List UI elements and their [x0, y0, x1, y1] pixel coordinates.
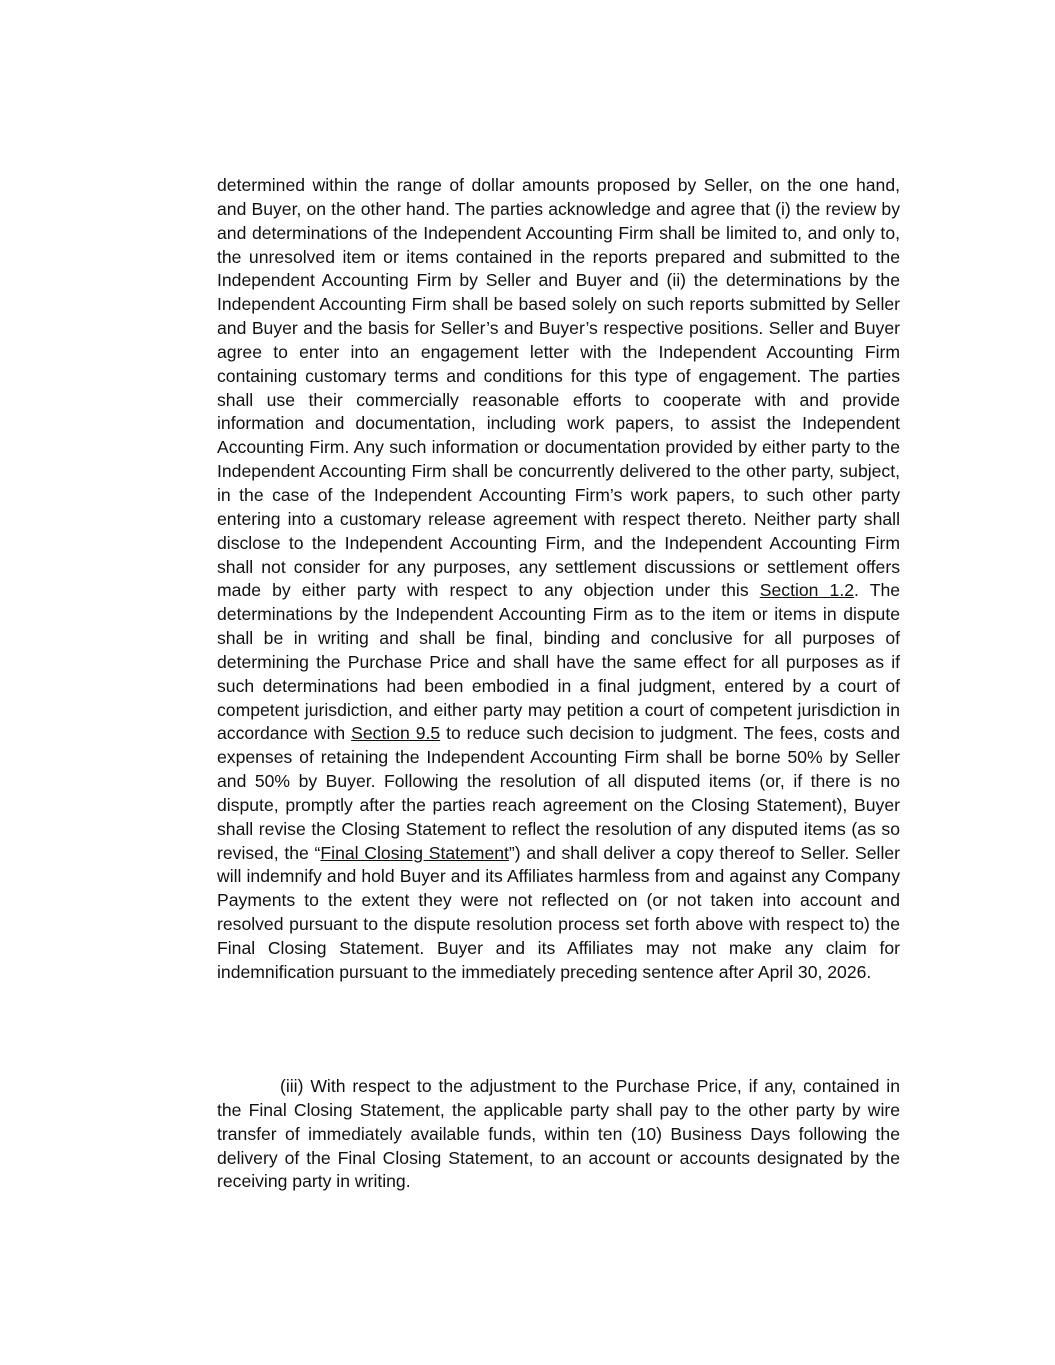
paragraph-text-part-3: to reduce such decision to judgment. The fees, costs and expenses of retaining the Independent Accounting Firm shall be borne 50% by Seller and 50% by Buyer. Following the resolution of all disputed items (or, if there is no dispute, promptly after the parties reach agreement on the Closing Statement), Buyer shall revise the Closing Statement to reflect the resolution of any disputed items (as so revised, the “ [217, 723, 901, 863]
body-paragraph [217, 174, 900, 985]
final-closing-statement-term: Final Closing Statement [320, 842, 509, 863]
section-1-2-reference: Section 1.2 [759, 580, 855, 601]
paragraph-text-part-1: determined within the range of dollar amounts proposed by Seller, on the one hand, and Buyer, on the other hand. The parties acknowledge and agree that (i) the review by and determinations of the Independent Accounting Firm shall be limited to, and only to, the unresolved item or items contained in the reports prepared and submitted to the Independent Accounting Firm by Seller and Buyer and (ii) the determinations by the Independent Accounting Firm shall be based solely on such reports submitted by Seller and Buyer and the basis for Seller’s and Buyer’s respective positions. Seller and Buyer agree to enter into an engagement letter with the Independent Accounting Firm containing customary terms and conditions for this type of engagement. The parties shall use their commercially reasonable efforts to cooperate with and provide information and documentation, including work papers, to assist the Independent Accounting Firm. Any such information or documentation provided by either party to the Independent Accounting Firm shall be concurrently delivered to the other party, subject, in the case of the Independent Accounting Firm’s work papers, to such other party entering into a customary release agreement with respect thereto. Neither party shall disclose to the Independent Accounting Firm, and the Independent Accounting Firm shall not consider for any purposes, any settlement discussions or settlement offers made by either party with respect to any objection under this [217, 175, 900, 601]
clause-iii-text: (iii) With respect to the adjustment to the Purchase Price, if any, contained in the Final Closing Statement, the applicable party shall pay to the other party by wire transfer of immediately available funds, within ten (10) Business Days following the delivery of the Final Closing Statement, to an account or accounts designated by the receiving party in writing. [217, 1076, 900, 1192]
paragraph-text-part-4: ”) and shall deliver a copy thereof to Seller. Seller will indemnify and hold Buyer and its Affiliates harmless from and against any Company Payments to the extent they were not reflected on (or not taken into account and resolved pursuant to the dispute resolution process set forth above with respect to) the Final Closing Statement. Buyer and its Affiliates may not make any claim for indemnification pursuant to the immediately preceding sentence after April 30, 2026. [217, 842, 900, 982]
paragraph-text-part-2: . The determinations by the Independent Accounting Firm as to the item or items in dispute shall be in writing and shall be final, binding and conclusive for all purposes of determining the Purchase Price and shall have the same effect for all purposes as if such determinations had been embodied in a final judgment, entered by a court of competent jurisdiction, and either party may petition a court of competent jurisdiction in accordance with [217, 580, 901, 744]
clause-iii-paragraph [217, 1075, 900, 1194]
section-9-5-reference: Section 9.5 [351, 723, 441, 744]
